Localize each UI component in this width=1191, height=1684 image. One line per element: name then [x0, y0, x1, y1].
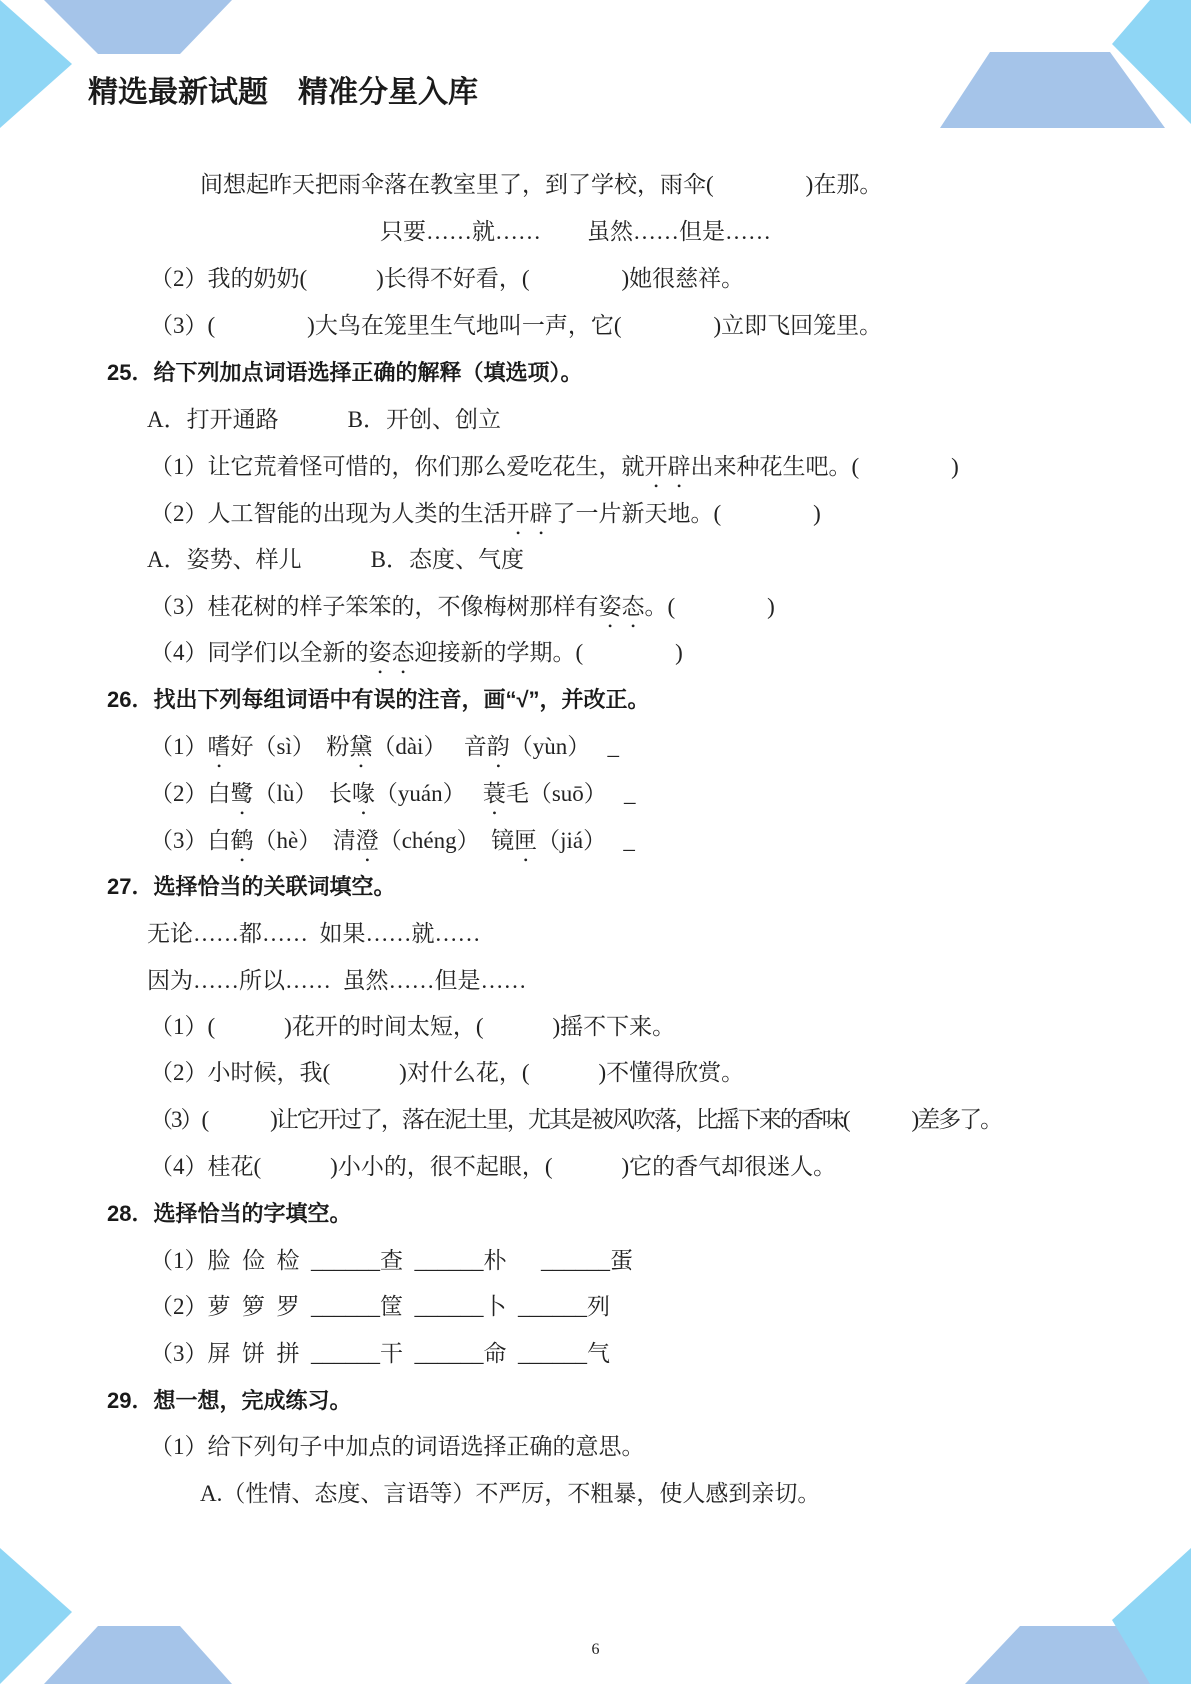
emphasized-word: 姿态 [368, 640, 415, 665]
question-26-title: 26．找出下列每组词语中有误的注音，画“√”，并改正。 [107, 687, 650, 712]
q25-item-4 [150, 638, 683, 679]
emphasized-char: 韵 [486, 734, 510, 759]
q27-options-2: 因为……所以…… 虽然……但是…… [147, 968, 527, 993]
emphasized-char: 匣 [514, 828, 538, 853]
q25-item-3 [150, 592, 775, 633]
q28-item-3: （3）屏 饼 拼 ______干 ______命 ______气 [150, 1341, 610, 1366]
emphasized-word: 开辟 [506, 501, 553, 526]
q26-item-3 [150, 826, 635, 867]
q25-item-2-text: 了一片新天地。( ) [552, 501, 821, 526]
q28-item-2: （2）萝 箩 罗 ______筐 ______卜 ______列 [150, 1294, 610, 1319]
q26-item-2-text: （lù） 长 [253, 781, 352, 806]
q26-item-1-text: （dài） 音 [372, 734, 487, 759]
q27-options-1: 无论……都…… 如果……就…… [147, 921, 481, 946]
question-28-title: 28．选择恰当的字填空。 [107, 1201, 352, 1226]
emphasized-char: 喙 [351, 781, 375, 806]
q26-item-3-text: （chéng） 镜 [378, 828, 515, 853]
q27-item-2: （2）小时候，我( )对什么花，( )不懂得欣赏。 [150, 1060, 745, 1085]
q28-item-1: （1）脸 俭 检 ______查 ______朴 ______蛋 [150, 1248, 633, 1273]
q25-options-2: A．姿势、样儿 B．态度、气度 [147, 547, 524, 572]
q26-item-2-text: 毛（suō） _ [505, 781, 636, 806]
q25-item-3-text: （3）桂花树的样子笨笨的，不像梅树那样有 [150, 594, 599, 619]
q25-options-1: A．打开通路 B．开创、创立 [147, 407, 501, 432]
q24-item-3: （3）( )大鸟在笼里生气地叫一声，它( )立即飞回笼里。 [150, 313, 883, 338]
emphasized-char: 蓑 [482, 781, 506, 806]
page-header-title: 精选最新试题 精准分星入库 [88, 76, 478, 109]
q25-item-1 [150, 452, 959, 493]
q24-continuation-line: 间想起昨天把雨伞落在教室里了，到了学校，雨伞( )在那。 [200, 172, 883, 197]
q26-item-3-text: （hè） 清 [253, 828, 356, 853]
corner-triangle-bottom-left [0, 1548, 72, 1684]
q26-item-3-text: （3）白 [150, 828, 231, 853]
q26-item-1-text: 好（sì） 粉 [230, 734, 350, 759]
q29-item-1: （1）给下列句子中加点的词语选择正确的意思。 [150, 1434, 645, 1459]
corner-triangle-top-left [0, 0, 72, 128]
question-29-title: 29．想一想，完成练习。 [107, 1388, 352, 1413]
q26-item-1-text: （yùn） _ [509, 734, 619, 759]
q27-item-3: （3）( )让它开过了，落在泥土里，尤其是被风吹落，比摇下来的香味( )差多了。 [150, 1107, 1002, 1132]
q26-item-3-text: （jiá） _ [537, 828, 635, 853]
emphasized-char: 嗜 [207, 734, 231, 759]
q24-item-2: （2）我的奶奶( )长得不好看，( )她很慈祥。 [150, 266, 745, 291]
emphasized-char: 鹭 [230, 781, 254, 806]
q26-item-2 [150, 779, 636, 820]
question-25-title: 25．给下列加点词语选择正确的解释（填选项）。 [107, 360, 583, 385]
emphasized-char: 澄 [355, 828, 379, 853]
q25-item-1-text: 出来种花生吧。( ) [690, 454, 959, 479]
q24-conjunction-options: 只要……就…… 虽然……但是…… [380, 219, 771, 244]
q27-item-1: （1）( )花开的时间太短，( )摇不下来。 [150, 1014, 676, 1039]
question-27-title: 27．选择恰当的关联词填空。 [107, 874, 396, 899]
q25-item-3-text: 。( ) [644, 594, 775, 619]
q26-item-2-text: （2）白 [150, 781, 231, 806]
page-number: 6 [591, 1641, 600, 1658]
emphasized-word: 姿态 [598, 594, 645, 619]
q27-item-4: （4）桂花( )小小的，很不起眼，( )它的香气却很迷人。 [150, 1154, 837, 1179]
emphasized-char: 黛 [349, 734, 373, 759]
q26-item-2-text: （yuán） [374, 781, 483, 806]
q26-item-1-text: （1） [150, 734, 208, 759]
q25-item-1-text: （1）让它荒着怪可惜的，你们那么爱吃花生，就 [150, 454, 645, 479]
q25-item-2-text: （2）人工智能的出现为人类的生活 [150, 501, 507, 526]
corner-trapezoid-top-left [44, 0, 232, 54]
q26-item-1 [150, 732, 619, 773]
emphasized-char: 鹤 [230, 828, 254, 853]
emphasized-word: 开辟 [644, 454, 691, 479]
q25-item-4-text: 迎接新的学期。( ) [414, 640, 683, 665]
q25-item-2 [150, 499, 821, 540]
q29-option-a: A.（性情、态度、言语等）不严厉，不粗暴，使人感到亲切。 [200, 1481, 821, 1506]
q25-item-4-text: （4）同学们以全新的 [150, 640, 369, 665]
